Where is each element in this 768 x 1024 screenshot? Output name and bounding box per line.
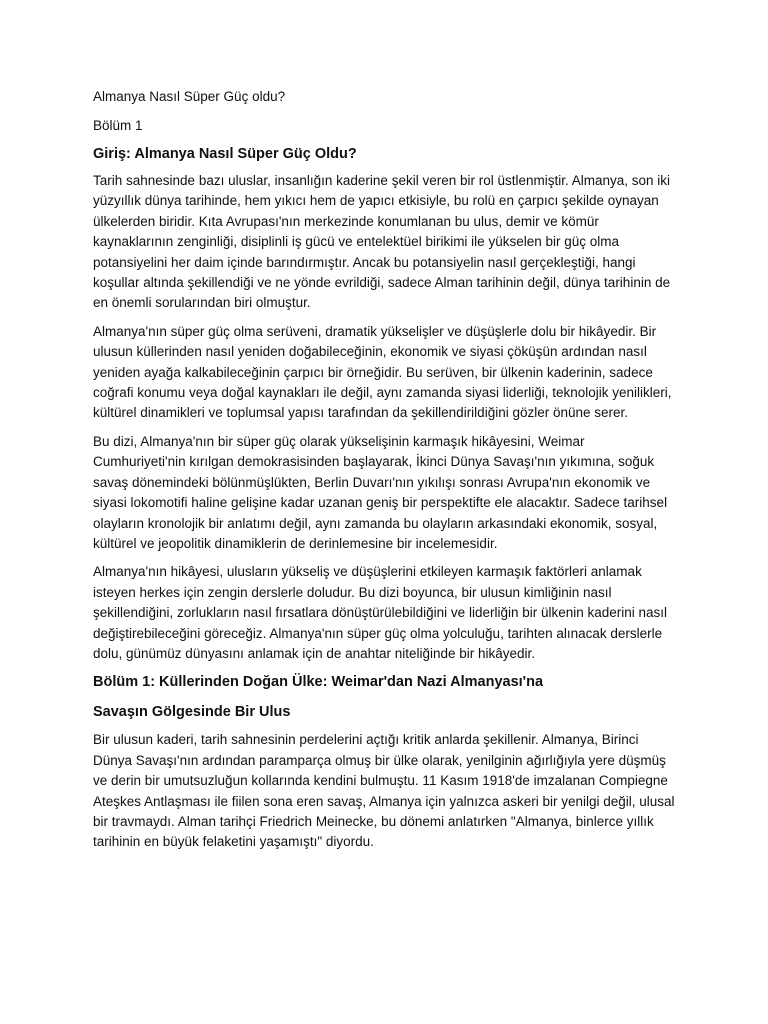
intro-paragraph-4: Almanya'nın hikâyesi, ulusların yükseliş ve düşüşlerini etkileyen karmaşık faktörleri anlamak isteyen herkes için zengin derslerle doludur. Bu dizi boyunca, bir ulusun kimliğinin nasıl şekillendiğini, zorlukların nasıl fırsatlara dönüştürülebildiğini ve liderliğin bir ülkenin kaderini nasıl değiştirebileceğini göreceğiz. Almanya'nın süper güç olma yolculuğu, tarihten alınacak derslerle dolu, günümüz dünyasını anlamak için de anahtar niteliğinde bir hikâyedir. xyxy=(93,564,668,661)
chapter-label: Bölüm 1 xyxy=(93,118,143,133)
intro-paragraph-3: Bu dizi, Almanya'nın bir süper güç olarak yükselişinin karmaşık hikâyesini, Weimar Cumhuriyeti'nin kırılgan demokrasisinden başlayarak, İkinci Dünya Savaşı'nın yıkımına, soğuk savaş dönemindeki bölünmüşlükten, Berlin Duvarı'nın yıkılışı sonrası Avrupa'nın ekonomik ve siyasi lokomotifi haline gelişine kadar uzanan geniş bir perspektifte ele alacaktır. Sadece tarihsel olayların kronolojik bir anlatımı değil, aynı zamanda bu olayların arkasındaki ekonomik, sosyal, kültürel ve jeopolitik dinamiklerin de derinlemesine bir incelemesidir. xyxy=(93,433,668,551)
document-title: Almanya Nasıl Süper Güç oldu? xyxy=(93,89,286,104)
intro-heading: Giriş: Almanya Nasıl Süper Güç Oldu? xyxy=(93,146,357,162)
intro-paragraph-1: Tarih sahnesinde bazı uluslar, insanlığın kaderine şekil veren bir rol üstlenmiştir. Almanya, son iki yüzyıllık dünya tarihinde, hem yıkıcı hem de yapıcı etkisiyle, bu rolü en çarpıcı şekilde oynayan ülkelerden biridir. Kıta Avrupası'nın merkezinde konumlanan bu ulus, demir ve kömür kaynaklarının zenginliği, disiplinli iş gücü ve entelektüel birikimi ile yükselen bir güç olma potansiyelini her daim içinde barındırmıştır. Ancak bu potansiyelin nasıl gerçekleştiği, hangi koşullar altında şekillendiği ve ne yönde evrildiği, sadece Alman tarihinin değil, dünya tarihinin de en önemli sorularından biri olmuştur. xyxy=(93,173,671,311)
section-heading: Bölüm 1: Küllerinden Doğan Ülke: Weimar'dan Nazi Almanyası'na xyxy=(93,674,544,691)
sub-heading: Savaşın Gölgesinde Bir Ulus xyxy=(93,704,291,721)
intro-paragraph-2: Almanya'nın süper güç olma serüveni, dramatik yükselişler ve düşüşlerle dolu bir hikâyedir. Bir ulusun küllerinden nasıl yeniden doğabileceğinin, ekonomik ve siyasi çöküşün ardından nasıl yeniden ayağa kalkabileceğinin çarpıcı bir örneğidir. Bu serüven, bir ülkenin kaderinin, sadece coğrafi konumu veya doğal kaynakları ile değil, aynı zamanda siyasi liderliği, teknolojik yenilikleri, kültürel dinamikleri ve toplumsal yapısı tarafından da şekillendirildiğini gözler önüne serer. xyxy=(93,323,672,421)
section-paragraph-1: Bir ulusun kaderi, tarih sahnesinin perdelerini açtığı kritik anlarda şekillenir. Almanya, Birinci Dünya Savaşı'nın ardından paramparça olmuş bir ülke olarak, yenilginin ağırlığıyla yere düşmüş ve derin bir umutsuzluğun kollarında kendini bulmuştu. 11 Kasım 1918'de imzalanan Compiegne Ateşkes Antlaşması ile fiilen sona eren savaş, Almanya için yalnızca askeri bir yenilgi değil, ulusal bir travmaydı. Alman tarihçi Friedrich Meinecke, bu dönemi anlatırken "Almanya, binlerce yıllık tarihinin en büyük felaketini yaşamıştı" diyordu. xyxy=(93,732,675,850)
